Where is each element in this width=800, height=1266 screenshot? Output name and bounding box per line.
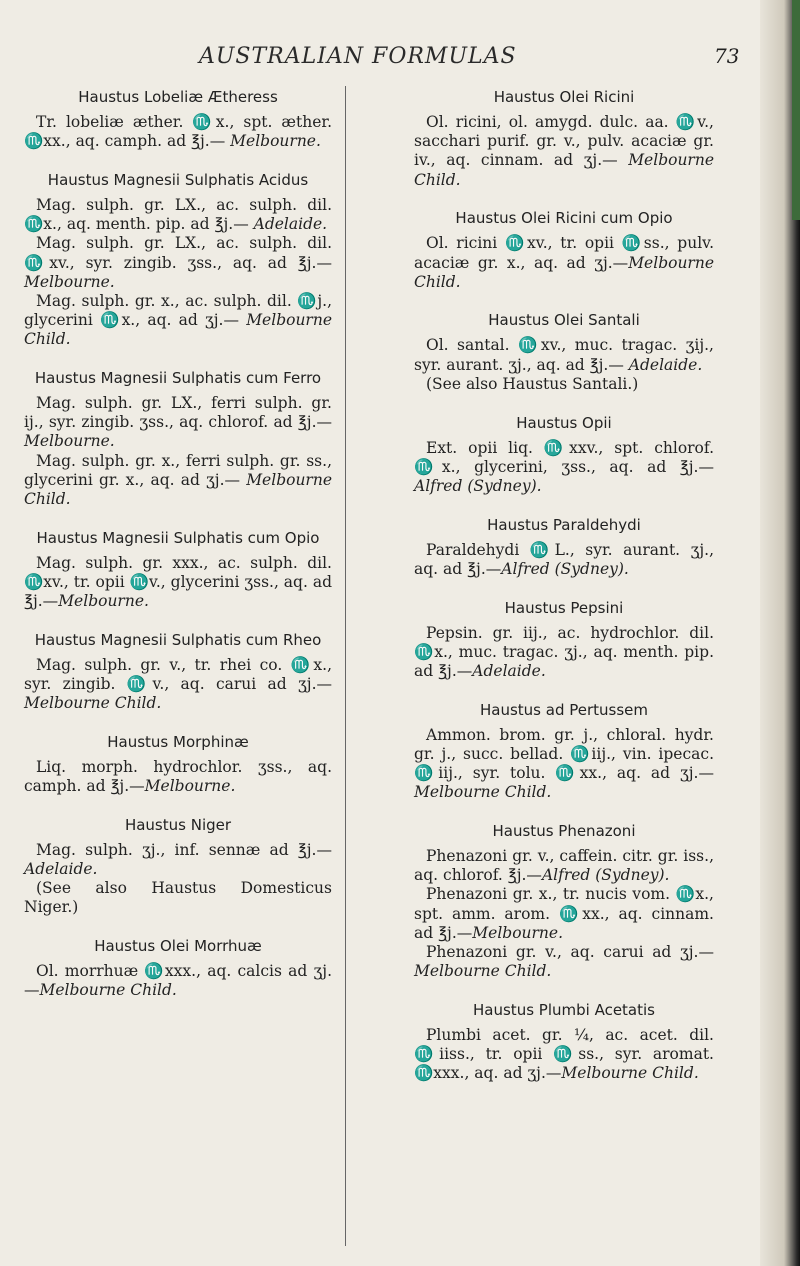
formula-heading: Haustus Opii: [516, 413, 612, 432]
formula-source: Melbourne Child.: [414, 151, 714, 189]
formula-source: Alfred (Sydney).: [414, 476, 542, 495]
formula-ingredients: Mag. sulph. gr. v., tr. rhei co. ♏x., syr. zingib. ♏v., aq. carui ad ʒj.—: [24, 655, 332, 694]
formula-source: Adelaide.: [24, 860, 98, 879]
formula-source: Alfred (Sydney).: [541, 866, 670, 885]
formula-ingredients: Paraldehydi ♏L., syr. aurant. ʒj., aq. ad ℥j.—: [414, 540, 714, 578]
formula-text: [24, 113, 332, 151]
formula-ingredients: Phenazoni gr. x., tr. nucis vom. ♏x., spt. amm. arom. ♏xx., aq. cinnam. ad ℥j.—: [414, 885, 714, 942]
formula-text: [414, 336, 714, 374]
formula-ingredients: Mag. sulph. gr. xxx., ac. sulph. dil. ♏xv., tr. opii ♏v., glycerini ʒss., aq. ad ℥j.—: [24, 553, 332, 611]
formula-heading: Haustus Magnesii Sulphatis cum Opio: [36, 528, 320, 547]
formula-ingredients: Phenazoni gr. v., caffein. citr. gr. iss., aq. chlorof. ℥j.—: [414, 846, 714, 885]
formula-ingredients: Mag. sulph. gr. LX., ac. sulph. dil. ♏xv., syr. zingib. ʒss., aq. ad ℥j.—: [24, 234, 332, 272]
formula-source: Melbourne Child.: [24, 694, 162, 713]
formula-ingredients: Mag. sulph. gr. x., ferri sulph. gr. ss., glycerini gr. x., aq. ad ʒj.—: [24, 451, 332, 489]
formula-ingredients: (See also Haustus Domesticus Niger.): [24, 879, 332, 917]
formula-ingredients: Mag. sulph. gr. x., ac. sulph. dil. ♏j., glycerini ♏x., aq. ad ʒj.—: [24, 291, 332, 330]
formula-ingredients: Mag. sulph. ʒj., inf. sennæ ad ℥j.—: [36, 840, 332, 859]
formula-entry: [24, 816, 332, 918]
formula-entry: [24, 529, 332, 612]
page-number: 73: [714, 44, 740, 68]
formula-text: [414, 375, 714, 394]
formula-text: [24, 452, 332, 510]
formula-text: [24, 879, 332, 917]
formula-ingredients: Mag. sulph. gr. LX., ferri sulph. gr. ij., syr. zingib. ʒss., aq. chlorof. ad ℥j.—: [24, 394, 332, 432]
formula-entry: [24, 937, 332, 1000]
formula-source: Melbourne.: [144, 777, 236, 796]
formula-ingredients: Mag. sulph. gr. LX., ac. sulph. dil. ♏x., aq. menth. pip. ad ℥j.—: [24, 195, 332, 234]
left-column: [24, 80, 332, 1001]
formula-source: Melbourne.: [58, 592, 149, 611]
formula-entry: [24, 171, 332, 350]
formula-entry: [414, 209, 714, 292]
formula-source: Melbourne Child.: [414, 783, 552, 802]
formula-entry: [414, 88, 714, 190]
formula-heading: Haustus Magnesii Sulphatis cum Rheo: [34, 630, 322, 649]
formula-text: [24, 554, 332, 612]
formula-heading: Haustus Plumbi Acetatis: [473, 1000, 655, 1019]
formula-heading: Haustus Olei Ricini: [493, 88, 635, 106]
book-cover-edge: [792, 0, 800, 220]
formula-text: [414, 113, 714, 190]
formula-source: Melbourne.: [230, 132, 321, 151]
formula-heading: Haustus Pepsini: [504, 598, 624, 617]
formula-heading: Haustus Olei Ricini cum Opio: [455, 209, 673, 228]
formula-source: Melbourne Child.: [39, 981, 177, 1000]
formula-text: [414, 726, 714, 803]
formula-source: Melbourne Child.: [24, 311, 332, 349]
formula-ingredients: Pepsin. gr. iij., ac. hydrochlor. dil. ♏x., muc. tragac. ʒj., aq. menth. pip. ad ℥j.—: [414, 623, 714, 680]
formula-source: Adelaide.: [628, 355, 703, 374]
formula-source: Melbourne.: [24, 272, 115, 291]
formula-ingredients: Tr. lobeliæ æther. ♏x., spt. æther. ♏xx., aq. camph. ad ℥j.—: [24, 113, 332, 151]
formula-entry: [414, 822, 714, 981]
formula-text: [414, 847, 714, 885]
formula-text: [414, 624, 714, 682]
running-header: [0, 44, 760, 74]
formula-source: Adelaide.: [472, 661, 546, 680]
formula-entry: [24, 631, 332, 714]
formula-ingredients: Ol. santal. ♏xv., muc. tragac. ʒij., syr. aurant. ʒj., aq. ad ℥j.—: [414, 336, 714, 374]
formula-heading: Haustus ad Pertussem: [479, 700, 648, 719]
formula-source: Melbourne.: [472, 923, 564, 942]
formula-text: [414, 885, 714, 943]
formula-text: [24, 758, 332, 796]
formula-text: [24, 196, 332, 234]
column-divider: [345, 86, 346, 1246]
formula-ingredients: Ext. opii liq. ♏xxv., spt. chlorof. ♏x., glycerini, ʒss., aq. ad ℥j.—: [414, 438, 714, 476]
formula-entry: [414, 1001, 714, 1084]
formula-ingredients: (See also Haustus Santali.): [426, 374, 639, 393]
formula-ingredients: Plumbi acet. gr. ¼, ac. acet. dil. ♏iiss., tr. opii ♏ss., syr. aromat. ♏xxx., aq. ad ʒj.—: [414, 1025, 714, 1083]
formula-heading: Haustus Phenazoni: [492, 821, 636, 840]
formula-source: Melbourne Child.: [561, 1064, 699, 1083]
formula-source: Melbourne Child.: [414, 253, 714, 291]
formula-heading: Haustus Olei Morrhuæ: [94, 937, 262, 956]
formula-text: [24, 292, 332, 350]
formula-entry: [24, 369, 332, 509]
formula-heading: Haustus Olei Santali: [488, 311, 640, 330]
formula-heading: Haustus Niger: [124, 815, 232, 834]
formula-heading: Haustus Magnesii Sulphatis Acidus: [47, 170, 309, 189]
formula-entry: [414, 599, 714, 682]
formula-text: [414, 1026, 714, 1084]
formula-text: [24, 234, 332, 292]
formula-ingredients: Ol. morrhuæ ♏xxx., aq. calcis ad ʒj.—: [24, 962, 332, 1000]
formula-source: Melbourne.: [24, 432, 115, 451]
formula-ingredients: Ol. ricini, ol. amygd. dulc. aa. ♏v., sacchari purif. gr. v., pulv. acaciæ gr. iv., aq. cinnam. ad ʒj.—: [414, 113, 714, 170]
formula-source: Adelaide.: [253, 215, 328, 234]
formula-entry: [414, 414, 714, 497]
formula-text: [414, 234, 714, 292]
formula-text: [24, 656, 332, 714]
formula-heading: Haustus Paraldehydi: [487, 515, 641, 534]
formula-entry: [414, 701, 714, 803]
formula-entry: [24, 88, 332, 151]
formula-heading: Haustus Lobeliæ Ætheress: [78, 88, 278, 106]
formula-source: Melbourne Child.: [24, 470, 332, 509]
running-title: AUSTRALIAN FORMULAS: [199, 44, 517, 69]
formula-source: Melbourne Child.: [414, 962, 552, 981]
formula-heading: Haustus Magnesii Sulphatis cum Ferro: [34, 369, 322, 388]
formula-text: [414, 541, 714, 579]
formula-ingredients: Liq. morph. hydrochlor. ʒss., aq. camph. ad ℥j.—: [24, 757, 332, 796]
formula-text: [24, 394, 332, 452]
formula-text: [24, 841, 332, 879]
formula-ingredients: Ol. ricini ♏xv., tr. opii ♏ss., pulv. acaciæ gr. x., aq. ad ʒj.—: [414, 234, 714, 272]
formula-entry: [24, 733, 332, 796]
formula-ingredients: Ammon. brom. gr. j., chloral. hydr. gr. j., succ. bellad. ♏iij., vin. ipecac. ♏iij., syr. tolu. ♏xx., aq. ad ʒj.—: [414, 725, 714, 783]
formula-source: Alfred (Sydney).: [501, 559, 629, 578]
formula-entry: [414, 516, 714, 579]
formula-ingredients: Phenazoni gr. v., aq. carui ad ʒj.—: [426, 942, 714, 961]
formula-heading: Haustus Morphinæ: [107, 732, 249, 751]
formula-entry: [414, 311, 714, 394]
formula-text: [414, 439, 714, 497]
formula-text: [24, 962, 332, 1000]
formula-text: [414, 943, 714, 981]
right-column: [414, 80, 714, 1084]
